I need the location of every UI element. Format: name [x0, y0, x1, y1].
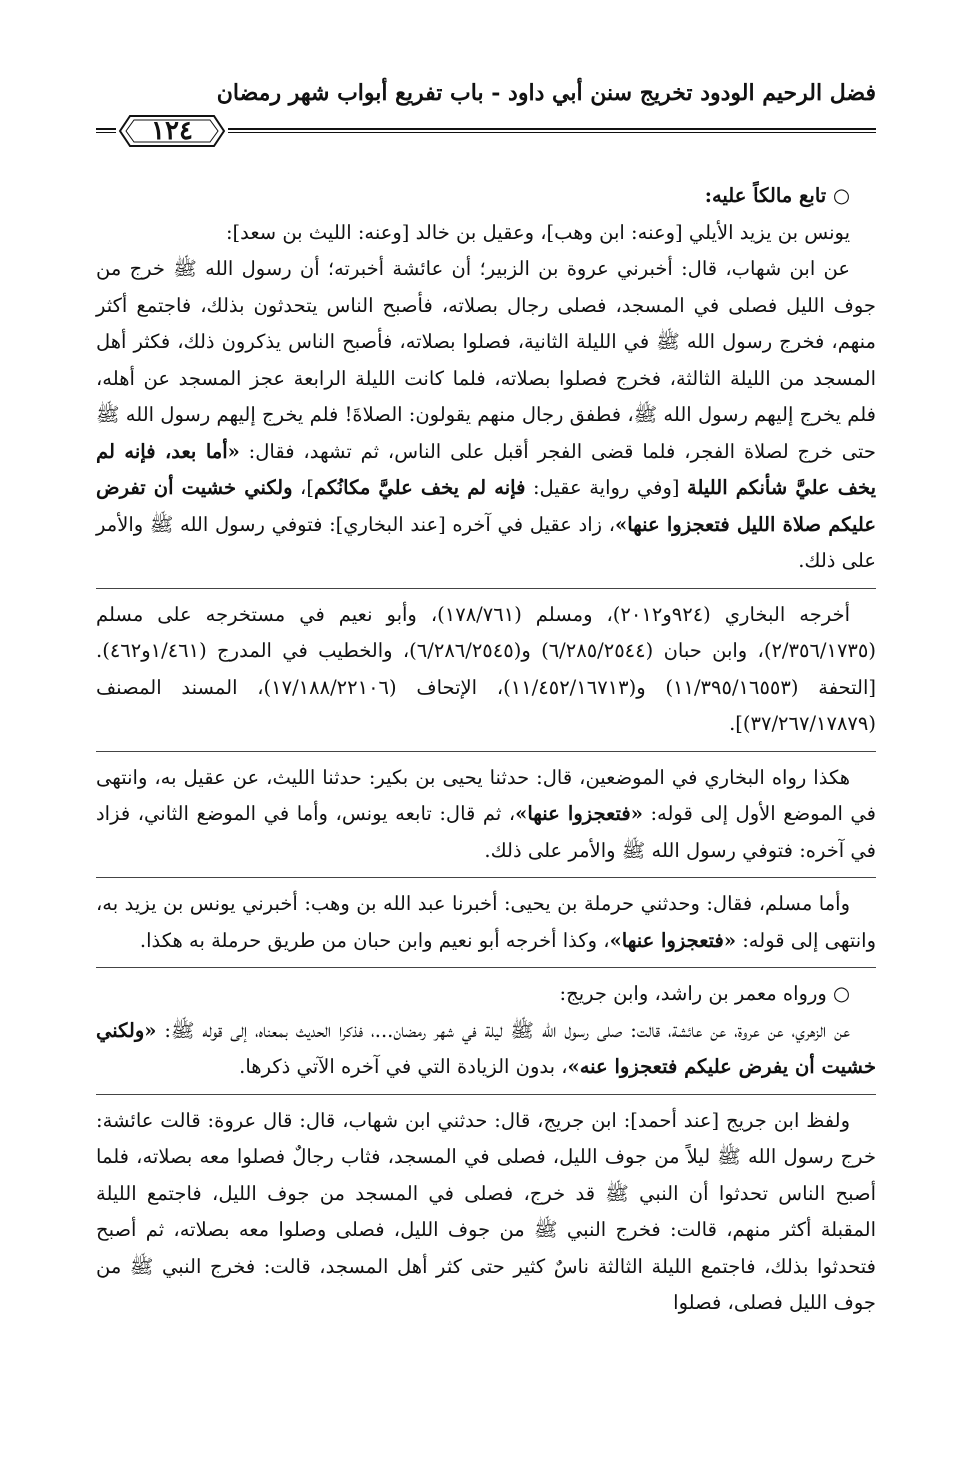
- text-paragraph: [96, 1013, 876, 1086]
- text-segment: عن ابن شهاب، قال: أخبرني عروة بن الزبير؛ أن عائشة أخبرته؛ أن رسول الله ﷺ خرج من جوف الليل فصلى في المسجد، فصلى رجال بصلاته، فأصبح الناس يتحدثون بذلك، فاجتمع أكثر منهم، فخرج رسول الله ﷺ في الليلة الثانية، فصلوا بصلاته، فأصبح الناس يذكرون ذلك، فكثر أهل المسجد من الليلة الثالثة، فخرج فصلوا بصلاته، فلما كانت الليلة الرابعة عجز المسجد عن أهله، فلم يخرج إليهم رسول الله ﷺ، فطفق رجال منهم يقولون: الصلاةَ! فلم يخرج إليهم رسول الله ﷺ حتى خرج لصلاة الفجر، فلما قضى الفجر أقبل على الناس، ثم تشهد، فقال:: [96, 257, 876, 463]
- text-paragraph: [96, 760, 876, 870]
- text-segment: عن الزهري، عن عروة، عن عائشة، قالت: صلى رسول الله ﷺ ليلة في شهر رمضان...، فذكرا الحديث بمعناه، إلى قوله ﷺ:: [156, 1018, 850, 1042]
- text-segment: أخرجه البخاري (٩٢٤و٢٠١٢)، ومسلم (١٧٨/٧٦١)، وأبو نعيم في مستخرجه على مسلم (٢/٣٥٦/١٧٣٥)، وابن حبان (٦/٢٨٥/٢٥٤٤) و(٦/٢٨٦/٢٥٤٥)، والخطيب في المدرج (١/٤٦١و٤٦٢). [التحفة (١١/٣٩٥/١٦٥٥٣) و(١١/٤٥٢/١٦٧١٣)، الإتحاف (١٧/١٨٨/٢٢١٠٦)، المسند المصنف (٣٧/٢٦٧/١٧٨٧٩)].: [96, 602, 876, 735]
- text-segment: وأما مسلم، فقال: وحدثني حرملة بن يحيى: أخبرنا عبد الله بن وهب: أخبرني يونس بن يزيد به، وانتهى إلى قوله:: [96, 892, 876, 952]
- text-segment: يونس بن يزيد الأيلي [وعنه: ابن وهب]، وعقيل بن خالد [وعنه: الليث بن سعد]:: [225, 220, 850, 244]
- paragraph-divider: [96, 1094, 876, 1095]
- page-number: ١٢٤: [151, 116, 193, 146]
- bold-text-segment: ولكني خشيت أن تفرض عليكم صلاة الليل فتعجزوا عنها»: [96, 476, 877, 536]
- text-paragraph: [96, 215, 876, 252]
- text-segment: ]،: [292, 476, 314, 499]
- paragraph-divider: [96, 751, 876, 752]
- text-paragraph: [96, 178, 876, 215]
- main-text: [96, 178, 876, 1322]
- page-header: [96, 70, 876, 170]
- bold-text-segment: «أما بعد، فإنه لم يخف عليَّ شأنكم الليلة: [96, 439, 877, 499]
- bold-text-segment: «فتعجزوا عنها»: [609, 928, 737, 952]
- text-paragraph: [96, 976, 876, 1013]
- text-segment: ، زاد عقيل في آخره [عند البخاري]: فتوفي رسول الله ﷺ والأمر على ذلك.: [96, 512, 876, 572]
- text-paragraph: [96, 1103, 876, 1322]
- text-segment: ○ ورواه معمر بن راشد، وابن جريج:: [559, 982, 850, 1005]
- text-paragraph: [96, 251, 876, 580]
- paragraph-divider: [96, 588, 876, 589]
- paragraph-divider: [96, 877, 876, 878]
- text-paragraph: [96, 886, 876, 959]
- bold-text-segment: «ولكني خشيت أن يفرض عليكم فتعجزوا عنه»: [96, 1018, 876, 1078]
- bold-text-segment: ○ تابع مالكاً عليه:: [704, 184, 850, 207]
- text-segment: هكذا رواه البخاري في الموضعين، قال: حدثنا يحيى بن بكير: حدثنا الليث، عن عقيل به، وانتهى في الموضع الأول إلى قوله:: [96, 765, 876, 825]
- text-segment: ، ثم قال: تابعه يونس، وأما في الموضع الثاني، فزاد في آخره: فتوفي رسول الله ﷺ والأمر على ذلك.: [96, 802, 876, 862]
- text-segment: ، وكذا أخرجه أبو نعيم وابن حبان من طريق حرملة به هكذا.: [139, 928, 610, 952]
- text-segment: [وفي رواية عقيل:: [525, 476, 688, 499]
- page-number-frame: [116, 110, 228, 152]
- text-segment: ، بدون الزيادة التي في آخره الآتي ذكرها.: [239, 1055, 568, 1078]
- bold-text-segment: «فتعجزوا عنها»: [515, 802, 643, 825]
- text-segment: ولفظ ابن جريج [عند أحمد]: ابن جريج، قال: حدثني ابن شهاب، قال: قال عروة: قالت عائشة: خرج رسول الله ﷺ ليلاً من جوف الليل، فصلى في المسجد، فثاب رجالٌ فصلوا معه بصلاته، فلما أصبح الناس تحدثوا أن النبي ﷺ قد خرج، فصلى في المسجد من جوف الليل، فاجتمع الليلة المقبلة أكثر منهم، قالت: فخرج النبي ﷺ من جوف الليل، فصلى وصلوا معه بصلاته، ثم أصبح فتحدثوا بذلك، فاجتمع الليلة الثالثة ناسٌ كثير حتى كثر أهل المسجد، قالت: فخرج النبي ﷺ من جوف الليل فصلى، فصلوا: [96, 1108, 876, 1314]
- running-title: فضل الرحيم الودود تخريج سنن أبي داود - باب تفريع أبواب شهر رمضان: [216, 80, 876, 106]
- paragraph-divider: [96, 967, 876, 968]
- text-paragraph: [96, 597, 876, 743]
- bold-text-segment: فإنه لم يخف عليَّ مكانُكم: [313, 476, 526, 499]
